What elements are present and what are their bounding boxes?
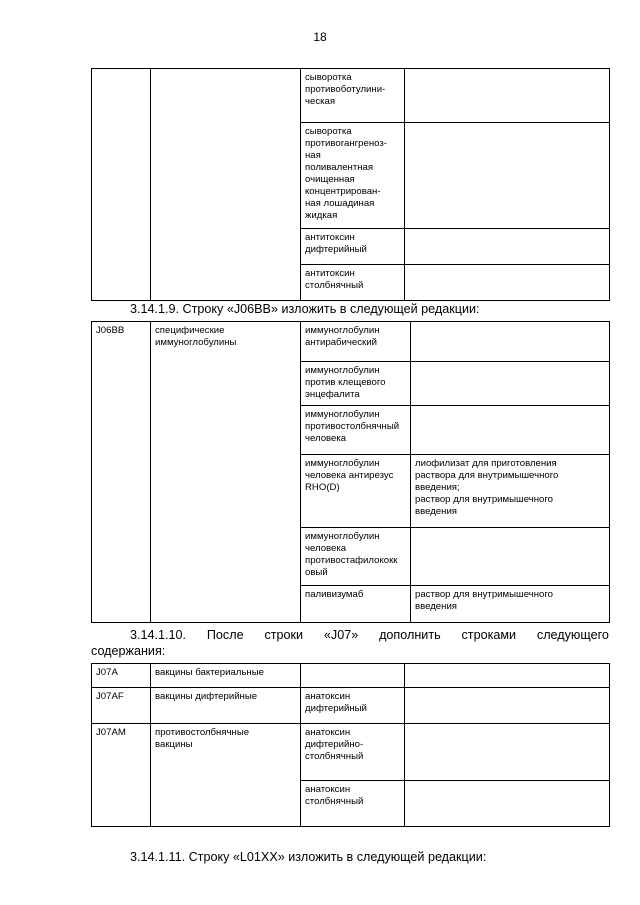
table-cell-drug: анатоксин столбнячный xyxy=(301,781,405,827)
table-cell-drug: иммуноглобулин антирабический xyxy=(301,322,411,362)
table-row xyxy=(92,724,610,781)
table-cell-group: вакцины дифтерийные xyxy=(151,688,301,724)
para-word: строки xyxy=(264,628,304,642)
table-cell-code xyxy=(92,69,151,301)
table-cell-drug: сыворотка противоботулини- ческая xyxy=(301,69,405,123)
table-cell-group: специфические иммуноглобулины xyxy=(151,322,301,623)
table-cell-form xyxy=(411,322,610,362)
table-row xyxy=(92,688,610,724)
table-cell-form xyxy=(405,265,610,301)
paragraph-3-14-1-10 xyxy=(91,627,609,659)
table-cell-drug: иммуноглобулин человека антирезус RHO(D) xyxy=(301,455,411,528)
table-row xyxy=(92,69,610,123)
table-cell-drug: иммуноглобулин против клещевого энцефалита xyxy=(301,362,411,406)
table-cell-form xyxy=(411,362,610,406)
table-row xyxy=(92,664,610,688)
table-cell-drug: анатоксин дифтерийный xyxy=(301,688,405,724)
table-cell-group xyxy=(151,69,301,301)
para-word: следующего xyxy=(536,628,609,642)
table-cell-code: J06BB xyxy=(92,322,151,623)
table-cell-drug: иммуноглобулин противостолбнячный человека xyxy=(301,406,411,455)
table-cell-drug: антитоксин дифтерийный xyxy=(301,229,405,265)
para-word: дополнить xyxy=(379,628,441,642)
table-cell-drug: антитоксин столбнячный xyxy=(301,265,405,301)
page-number: 18 xyxy=(313,30,327,44)
table-cell-form xyxy=(411,406,610,455)
table-cell-form: лиофилизат для приготовления раствора для внутримышечного введения; раствор для внутримышечного введения xyxy=(411,455,610,528)
table-cell-drug: паливизумаб xyxy=(301,586,411,623)
table-j06bb xyxy=(91,321,610,623)
table-cell-form xyxy=(405,69,610,123)
table-cell-form: раствор для внутримышечного введения xyxy=(411,586,610,623)
table-cell-drug xyxy=(301,664,405,688)
para-word: После xyxy=(206,628,244,642)
para-word: «J07» xyxy=(323,628,359,642)
para-line-2: содержания: xyxy=(91,644,166,658)
table-j07 xyxy=(91,663,610,827)
para-word: строками xyxy=(461,628,517,642)
table-cell-drug: анатоксин дифтерийно- столбнячный xyxy=(301,724,405,781)
table-cell-drug: иммуноглобулин человека противостафилококк овый xyxy=(301,528,411,586)
table-cell-form xyxy=(405,664,610,688)
para-word: 3.14.1.10. xyxy=(130,628,187,642)
table-cell-code: J07AF xyxy=(92,688,151,724)
paragraph-3-14-1-9: 3.14.1.9. Строку «J06BB» изложить в следующей редакции: xyxy=(130,302,480,316)
table-cell-form xyxy=(405,724,610,781)
table-cell-group: противостолбнячные вакцины xyxy=(151,724,301,827)
table-cell-form xyxy=(405,229,610,265)
table-cell-drug: сыворотка противогангреноз- ная поливалентная очищенная концентрирован- ная лошадиная жидкая xyxy=(301,123,405,229)
table-serums xyxy=(91,68,610,301)
table-cell-form xyxy=(405,123,610,229)
table-cell-group: вакцины бактериальные xyxy=(151,664,301,688)
table-row xyxy=(92,322,610,362)
table-cell-code: J07A xyxy=(92,664,151,688)
table-cell-form xyxy=(411,528,610,586)
table-cell-form xyxy=(405,781,610,827)
paragraph-3-14-1-11: 3.14.1.11. Строку «L01XX» изложить в следующей редакции: xyxy=(130,850,487,864)
table-cell-code: J07AM xyxy=(92,724,151,827)
table-cell-form xyxy=(405,688,610,724)
